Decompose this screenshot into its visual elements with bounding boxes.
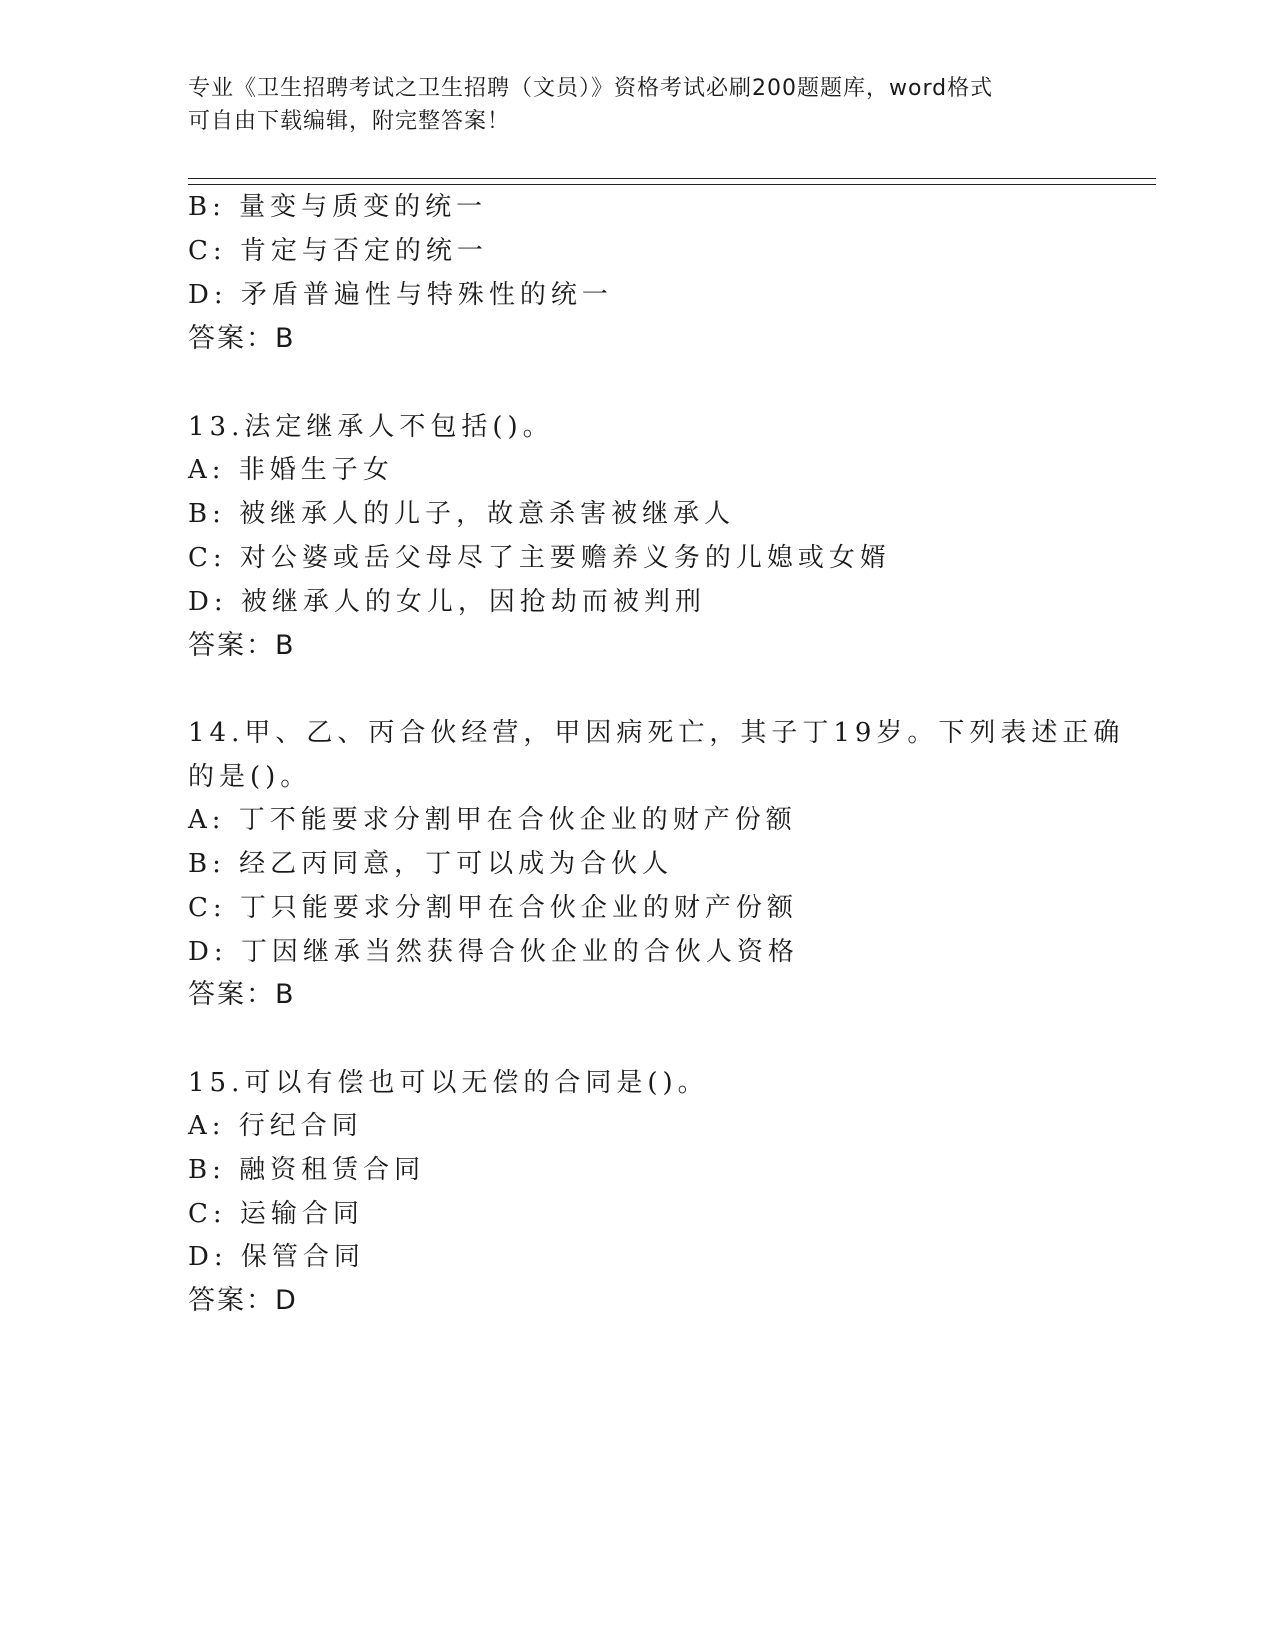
q12-option-b: B: 量变与质变的统一 — [188, 192, 488, 222]
header-divider-top — [188, 178, 1156, 179]
q15-answer: 答案：D — [188, 1285, 298, 1316]
q13-option-d: D: 被继承人的女儿，因抢劫而被判刑 — [188, 587, 706, 617]
q13-option-b: B: 被继承人的儿子，故意杀害被继承人 — [188, 499, 736, 529]
q12-option-d: D: 矛盾普遍性与特殊性的统一 — [188, 280, 613, 310]
q12-option-c: C: 肯定与否定的统一 — [188, 236, 488, 266]
q14-option-c: C: 丁只能要求分割甲在合伙企业的财产份额 — [188, 893, 798, 923]
q15-option-d: D: 保管合同 — [188, 1242, 365, 1272]
q13-answer: 答案：B — [188, 630, 296, 661]
q15-option-b: B: 融资租赁合同 — [188, 1155, 426, 1185]
q14-option-d: D: 丁因继承当然获得合伙企业的合伙人资格 — [188, 937, 799, 967]
header-line-2: 可自由下载编辑，附完整答案！ — [188, 109, 511, 134]
q14-answer: 答案：B — [188, 979, 296, 1010]
q12-answer: 答案：B — [188, 323, 296, 354]
header-divider-bottom — [188, 184, 1156, 185]
q14-option-a: A: 丁不能要求分割甲在合伙企业的财产份额 — [188, 805, 797, 835]
q15-option-c: C: 运输合同 — [188, 1199, 364, 1229]
q13-option-c: C: 对公婆或岳父母尽了主要赡养义务的儿媳或女婿 — [188, 543, 891, 573]
q15-question: 15.可以有偿也可以无偿的合同是()。 — [188, 1068, 709, 1098]
q14-option-b: B: 经乙丙同意，丁可以成为合伙人 — [188, 849, 674, 879]
document-header — [188, 72, 1088, 138]
q14-question-line-1: 14.甲、乙、丙合伙经营，甲因病死亡，其子丁19岁。下列表述正确 — [188, 718, 1125, 748]
header-line-1: 专业《卫生招聘考试之卫生招聘（文员）》资格考试必刷200题题库，word格式 — [188, 76, 994, 101]
q13-question: 13.法定继承人不包括()。 — [188, 412, 554, 442]
q13-option-a: A: 非婚生子女 — [188, 455, 394, 485]
q14-question-line-2: 的是()。 — [188, 762, 312, 792]
q15-option-a: A: 行纪合同 — [188, 1111, 363, 1141]
